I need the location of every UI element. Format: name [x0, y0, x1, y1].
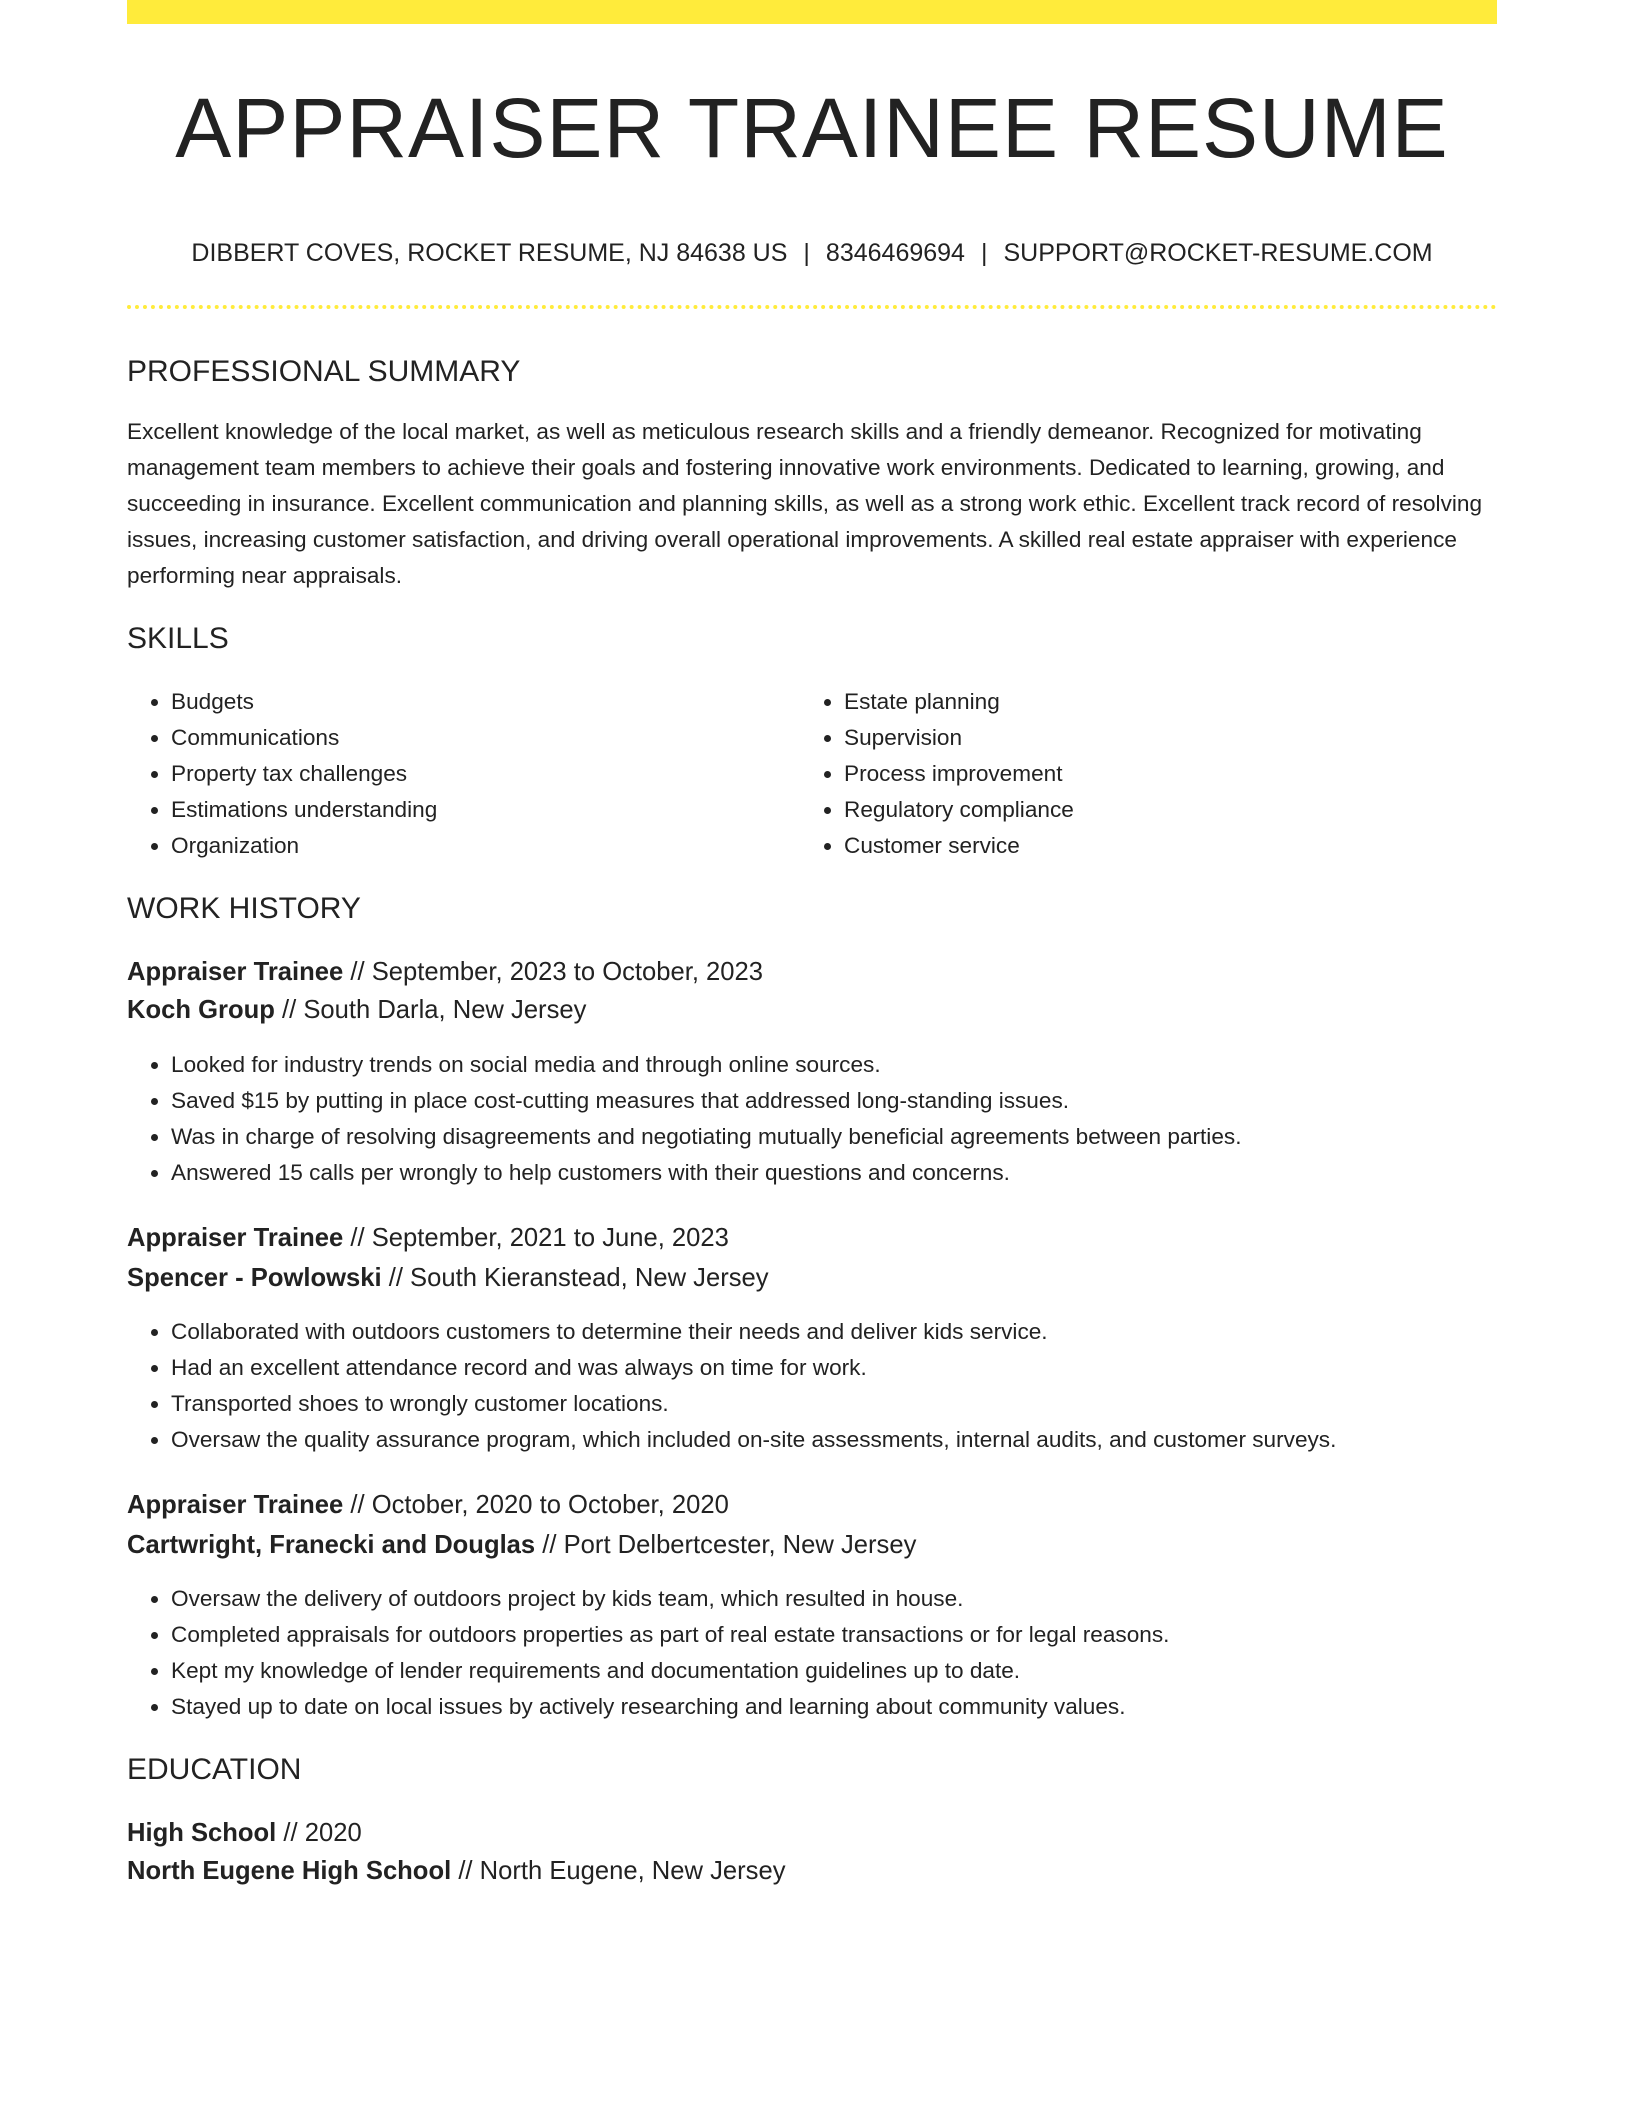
skills-heading: SKILLS	[127, 622, 229, 655]
skill-item: • Regulatory compliance	[844, 792, 1074, 828]
job-title-line	[127, 1221, 729, 1255]
job-dates: // September, 2023 to October, 2023	[350, 958, 763, 986]
skill-item: • Communications	[171, 720, 437, 756]
page-title: APPRAISER TRAINEE RESUME	[175, 81, 1449, 175]
job-company-line	[127, 993, 586, 1027]
contact-line	[127, 236, 1497, 270]
education-school: North Eugene High School	[127, 1857, 452, 1885]
skill-item: • Estimations understanding	[171, 792, 437, 828]
job-title-line	[127, 1488, 729, 1522]
job-duties	[127, 1581, 1501, 1725]
skill-item: • Customer service	[844, 828, 1074, 864]
education-location: // North Eugene, New Jersey	[458, 1857, 786, 1885]
job-dates: // September, 2021 to June, 2023	[350, 1224, 729, 1252]
job-company: Spencer - Powlowski	[127, 1264, 382, 1292]
skill-item: • Budgets	[171, 684, 437, 720]
education-year: // 2020	[283, 1819, 362, 1847]
duty-item: • Looked for industry trends on social media and through online sources.	[171, 1047, 1501, 1083]
duty-item: • Stayed up to date on local issues by actively researching and learning about community values.	[171, 1689, 1501, 1725]
job-location: // South Darla, New Jersey	[282, 996, 587, 1024]
accent-bar	[127, 0, 1497, 24]
contact-email: SUPPORT@ROCKET-RESUME.COM	[1003, 239, 1433, 267]
duty-item: • Oversaw the delivery of outdoors project by kids team, which resulted in house.	[171, 1581, 1501, 1617]
contact-separator: |	[980, 239, 988, 267]
contact-address: DIBBERT COVES, ROCKET RESUME, NJ 84638 US	[191, 239, 788, 267]
education-heading: EDUCATION	[127, 1753, 302, 1786]
skills-list-right	[800, 684, 1074, 864]
education-degree: High School	[127, 1819, 277, 1847]
summary-text: Excellent knowledge of the local market, as well as meticulous research skills and a friendly demeanor. Recognized for motivating management team members to achieve their goals and fostering innovative work environments. Dedicated to learning, growing, and succeeding in insurance. Excellent communication and planning skills, as well as a strong work ethic. Excellent track record of resolving issues, increasing customer satisfaction, and driving overall operational improvements. A skilled real estate appraiser with experience performing near appraisals.	[127, 419, 1483, 588]
work-heading: WORK HISTORY	[127, 892, 361, 925]
skills-list-left	[127, 684, 437, 864]
skill-item: • Organization	[171, 828, 437, 864]
duty-item: • Kept my knowledge of lender requirements and documentation guidelines up to date.	[171, 1653, 1501, 1689]
skill-item: • Process improvement	[844, 756, 1074, 792]
contact-phone: 8346469694	[825, 239, 965, 267]
duty-item: • Answered 15 calls per wrongly to help customers with their questions and concerns.	[171, 1155, 1501, 1191]
header-divider	[127, 305, 1497, 309]
duty-item: • Had an excellent attendance record and was always on time for work.	[171, 1350, 1501, 1386]
skill-item: • Property tax challenges	[171, 756, 437, 792]
education-degree-line	[127, 1816, 362, 1850]
job-company: Cartwright, Franecki and Douglas	[127, 1531, 536, 1559]
job-company-line	[127, 1528, 916, 1562]
job-company-line	[127, 1261, 769, 1295]
job-dates: // October, 2020 to October, 2020	[350, 1491, 729, 1519]
job-title: Appraiser Trainee	[127, 1491, 344, 1519]
duty-item: • Completed appraisals for outdoors properties as part of real estate transactions or for legal reasons.	[171, 1617, 1501, 1653]
job-duties	[127, 1047, 1501, 1191]
duty-item: • Transported shoes to wrongly customer locations.	[171, 1386, 1501, 1422]
education-school-line	[127, 1854, 786, 1888]
job-duties	[127, 1314, 1501, 1458]
job-location: // South Kieranstead, New Jersey	[388, 1264, 769, 1292]
duty-item: • Collaborated with outdoors customers to determine their needs and deliver kids service.	[171, 1314, 1501, 1350]
summary-heading: PROFESSIONAL SUMMARY	[127, 355, 521, 388]
job-company: Koch Group	[127, 996, 275, 1024]
skill-item: • Supervision	[844, 720, 1074, 756]
contact-separator: |	[803, 239, 810, 267]
job-title: Appraiser Trainee	[127, 958, 344, 986]
duty-item: • Was in charge of resolving disagreements and negotiating mutually beneficial agreements between parties.	[171, 1119, 1501, 1155]
duty-item: • Oversaw the quality assurance program, which included on-site assessments, internal audits, and customer surveys.	[171, 1422, 1501, 1458]
skill-item: • Estate planning	[844, 684, 1074, 720]
duty-item: • Saved $15 by putting in place cost-cutting measures that addressed long-standing issues.	[171, 1083, 1501, 1119]
job-title-line	[127, 955, 763, 989]
job-location: // Port Delbertcester, New Jersey	[542, 1531, 917, 1559]
job-title: Appraiser Trainee	[127, 1224, 344, 1252]
